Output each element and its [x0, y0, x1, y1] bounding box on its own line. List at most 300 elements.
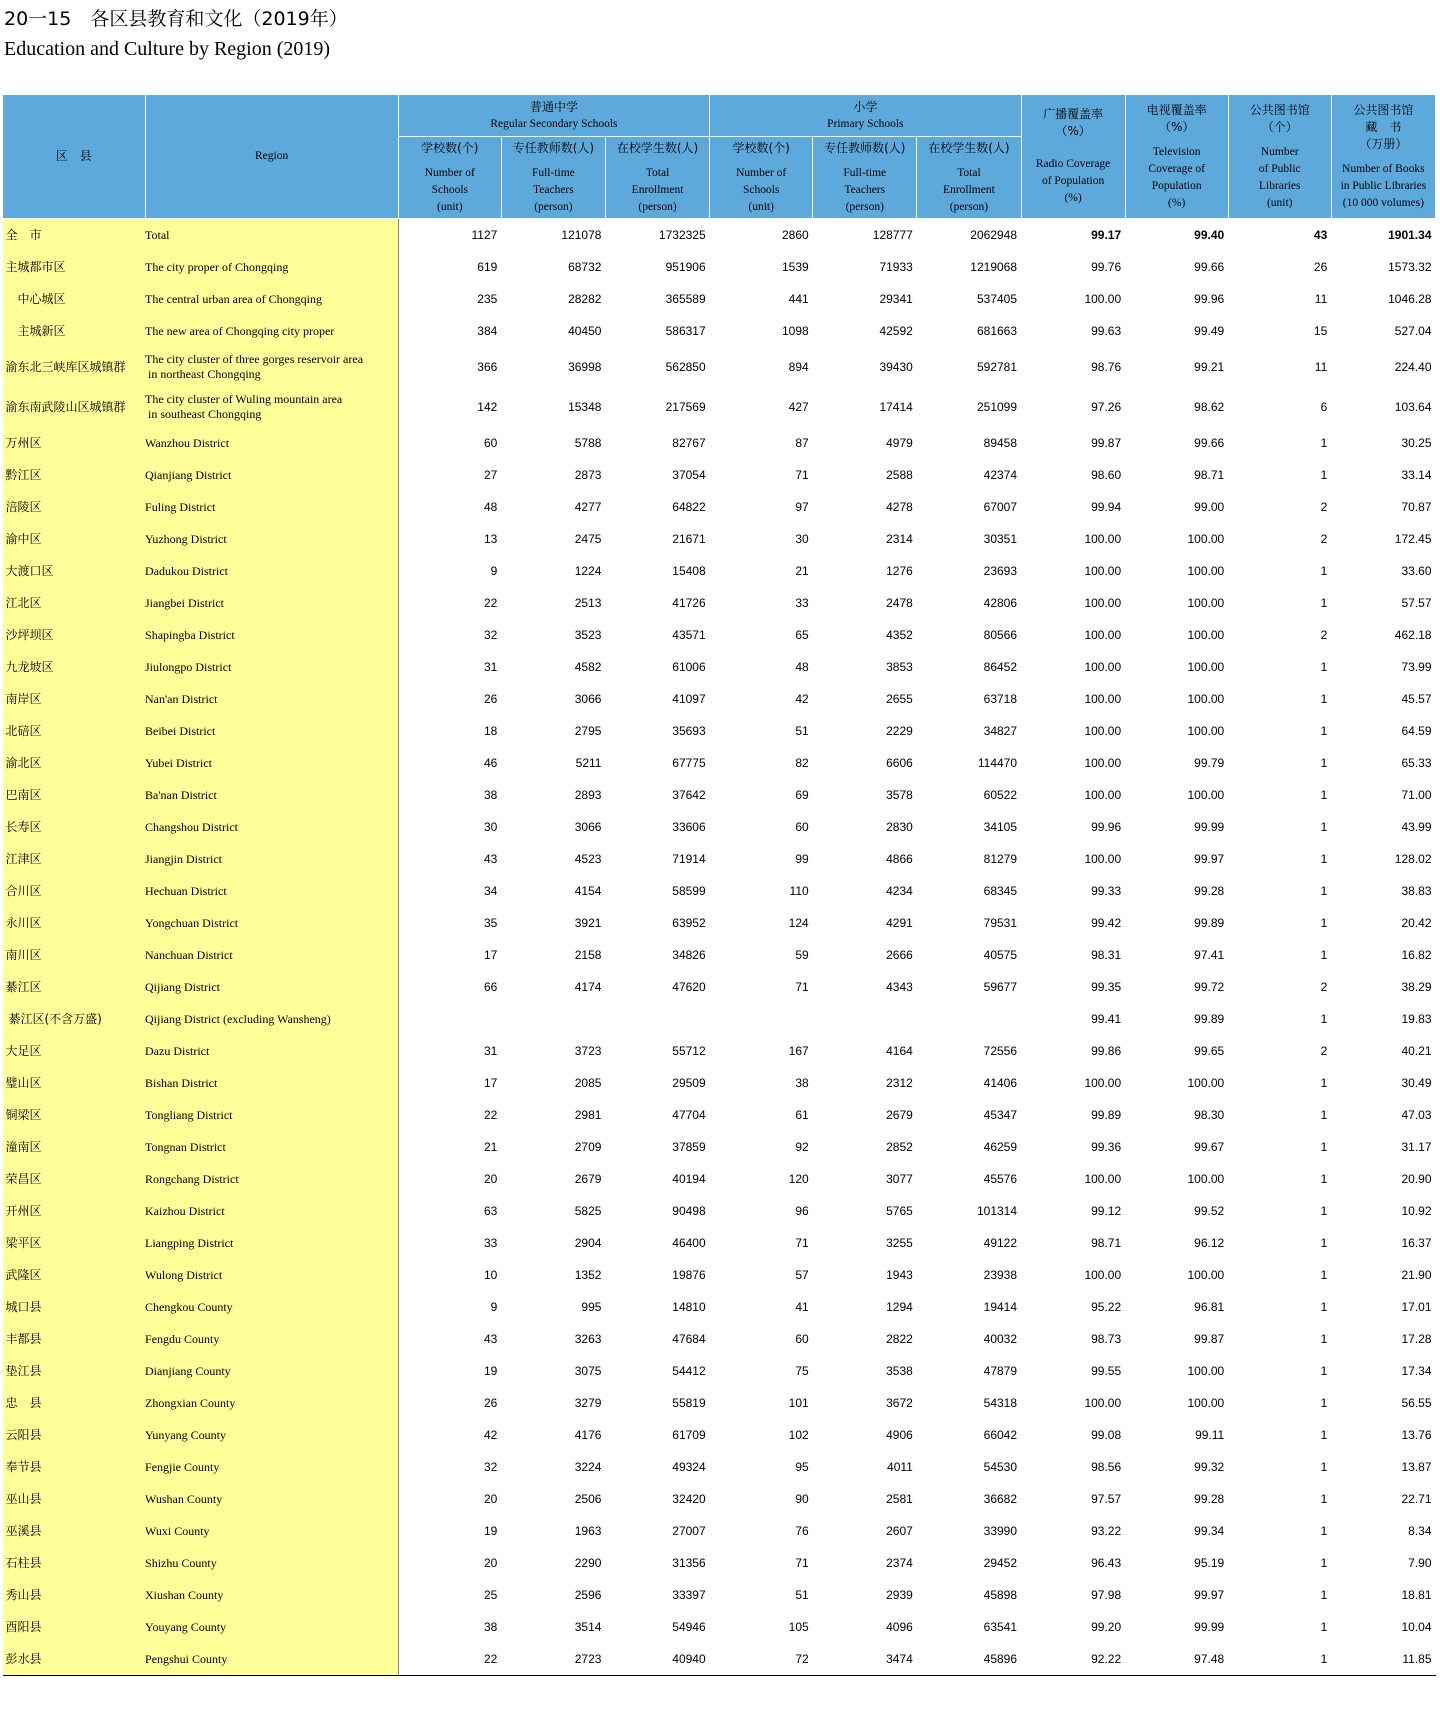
cell-pri-enrollment: 23693	[983, 563, 1018, 578]
region-name-en-line1: Yuzhong District	[145, 531, 227, 546]
table-row	[3, 1579, 1436, 1611]
cell-pri-schools: 33	[795, 595, 809, 610]
cell-pri-teachers: 2314	[886, 531, 913, 546]
cell-radio-coverage: 98.73	[1091, 1331, 1122, 1346]
cell-pri-teachers: 2679	[886, 1107, 913, 1122]
cell-pri-teachers: 4906	[886, 1427, 913, 1442]
cell-public-libraries: 1	[1320, 595, 1328, 610]
region-name-en-line1: The city cluster of Wuling mountain area	[145, 392, 343, 406]
cell-pri-schools: 427	[788, 399, 809, 414]
region-name-zh: 渝北区	[3, 747, 146, 779]
cell-sec-schools: 366	[477, 359, 498, 374]
cell-pri-enrollment: 67007	[983, 499, 1018, 514]
region-name-en	[145, 1579, 398, 1611]
cell-sec-schools: 46	[483, 755, 498, 770]
cell-tv-coverage: 100.00	[1187, 1267, 1225, 1282]
cell-pri-enrollment: 63541	[983, 1619, 1018, 1634]
region-name-en-line2: in southeast Chongqing	[148, 407, 262, 421]
header-secondary-schools: 普通中学 Regular Secondary Schools	[398, 95, 709, 137]
cell-sec-enrollment: 365589	[665, 291, 706, 306]
region-name-en	[145, 1035, 398, 1067]
cell-pri-teachers: 2478	[886, 595, 913, 610]
cell-sec-enrollment: 34826	[672, 947, 706, 962]
cell-radio-coverage: 100.00	[1084, 291, 1122, 306]
cell-library-books: 11.85	[1331, 1643, 1435, 1676]
region-name-en	[145, 619, 398, 651]
cell-pri-schools: 51	[795, 723, 809, 738]
cell-pri-schools: 441	[788, 291, 809, 306]
cell-tv-coverage: 100.00	[1187, 1075, 1225, 1090]
table-row	[3, 459, 1436, 491]
cell-tv-coverage: 100.00	[1187, 627, 1225, 642]
cell-sec-enrollment: 15408	[672, 563, 706, 578]
cell-sec-schools: 26	[483, 1395, 498, 1410]
cell-pri-schools: 41	[795, 1299, 809, 1314]
cell-sec-enrollment	[605, 1003, 709, 1035]
cell-library-books: 38.83	[1401, 883, 1432, 898]
cell-pri-teachers: 3578	[886, 787, 913, 802]
cell-tv-coverage: 99.87	[1194, 1331, 1225, 1346]
cell-pri-schools: 71	[795, 1235, 809, 1250]
region-name-en-line1: Xiushan County	[145, 1587, 224, 1602]
cell-library-books: 70.87	[1401, 499, 1432, 514]
cell-public-libraries: 1	[1320, 1587, 1328, 1602]
cell-sec-enrollment: 41097	[672, 691, 706, 706]
cell-tv-coverage: 99.99	[1194, 819, 1225, 834]
cell-sec-teachers: 4277	[574, 499, 602, 514]
header-sec-teachers: 专任教师数(人) Full-time Teachers (person)	[501, 137, 605, 219]
cell-pri-schools: 57	[795, 1267, 809, 1282]
cell-library-books: 128.02	[1394, 851, 1432, 866]
cell-radio-coverage: 97.98	[1091, 1587, 1122, 1602]
cell-pri-enrollment: 54530	[983, 1459, 1018, 1474]
cell-library-books: 1046.28	[1388, 291, 1432, 306]
cell-sec-schools: 26	[483, 691, 498, 706]
cell-library-books: 103.64	[1394, 399, 1432, 414]
cell-sec-teachers: 3523	[574, 627, 602, 642]
region-name-en-line1: Qianjiang District	[145, 467, 232, 482]
cell-pri-enrollment: 63718	[983, 691, 1018, 706]
cell-pri-teachers: 2655	[886, 691, 913, 706]
cell-tv-coverage: 95.19	[1194, 1555, 1225, 1570]
region-name-en-line1: Wushan County	[145, 1491, 223, 1506]
cell-sec-enrollment: 46400	[672, 1235, 706, 1250]
cell-sec-enrollment: 55712	[672, 1043, 706, 1058]
region-name-zh: 忠 县	[3, 1387, 146, 1419]
table-row	[3, 1451, 1436, 1483]
region-name-en	[145, 427, 398, 459]
cell-public-libraries: 6	[1320, 399, 1328, 414]
cell-sec-schools: 22	[483, 595, 498, 610]
header-sec-enrollment: 在校学生数(人) Total Enrollment (person)	[605, 137, 709, 219]
cell-library-books: 17.28	[1401, 1331, 1432, 1346]
cell-sec-enrollment: 63952	[672, 915, 706, 930]
cell-sec-schools: 32	[483, 1459, 498, 1474]
cell-public-libraries: 2	[1320, 627, 1328, 642]
cell-public-libraries: 1	[1320, 1363, 1328, 1378]
cell-pri-enrollment: 34827	[983, 723, 1018, 738]
cell-public-libraries: 11	[1314, 291, 1328, 306]
cell-public-libraries: 1	[1320, 819, 1328, 834]
cell-pri-enrollment: 45896	[917, 1643, 1021, 1676]
cell-public-libraries: 1	[1320, 1427, 1328, 1442]
region-name-en	[145, 747, 398, 779]
table-row	[3, 1547, 1436, 1579]
cell-radio-coverage: 100.00	[1084, 531, 1122, 546]
region-name-en	[145, 315, 398, 347]
cell-tv-coverage: 98.71	[1194, 467, 1225, 482]
cell-pri-schools: 59	[795, 947, 809, 962]
cell-pri-enrollment: 47879	[983, 1363, 1018, 1378]
region-name-en-line1: Fengjie County	[145, 1459, 220, 1474]
cell-pri-schools: 51	[795, 1587, 809, 1602]
region-name-en-line1: Youyang County	[145, 1619, 227, 1634]
cell-tv-coverage: 99.28	[1194, 1491, 1225, 1506]
cell-pri-teachers: 2581	[886, 1491, 913, 1506]
region-name-en	[145, 491, 398, 523]
cell-pri-schools: 1539	[781, 259, 809, 274]
cell-sec-enrollment: 55819	[672, 1395, 706, 1410]
region-name-zh: 合川区	[3, 875, 146, 907]
table-row	[3, 1163, 1436, 1195]
cell-sec-schools: 32	[483, 627, 498, 642]
cell-radio-coverage: 98.56	[1091, 1459, 1122, 1474]
cell-pri-teachers: 4979	[886, 435, 913, 450]
table-row	[3, 1323, 1436, 1355]
cell-radio-coverage: 99.36	[1091, 1139, 1122, 1154]
cell-pri-schools: 71	[795, 1555, 809, 1570]
cell-library-books: 65.33	[1401, 755, 1432, 770]
table-row	[3, 283, 1436, 315]
cell-pri-enrollment: 34105	[983, 819, 1018, 834]
region-name-zh: 中心城区	[3, 283, 146, 315]
cell-radio-coverage: 99.41	[1091, 1011, 1122, 1026]
cell-pri-teachers: 5765	[886, 1203, 913, 1218]
region-name-en-line1: Shapingba District	[145, 627, 235, 642]
cell-public-libraries: 1	[1320, 1203, 1328, 1218]
cell-radio-coverage: 97.57	[1091, 1491, 1122, 1506]
cell-sec-schools: 31	[483, 1043, 498, 1058]
cell-sec-enrollment: 31356	[672, 1555, 706, 1570]
region-name-en-line1: Rongchang District	[145, 1171, 239, 1186]
cell-pri-schools: 61	[795, 1107, 809, 1122]
table-header	[3, 95, 1436, 219]
cell-sec-teachers: 2513	[574, 595, 602, 610]
cell-pri-teachers: 17414	[879, 399, 913, 414]
header-primary-schools: 小学 Primary Schools	[710, 95, 1021, 137]
cell-sec-schools: 33	[483, 1235, 498, 1250]
region-name-zh: 铜梁区	[3, 1099, 146, 1131]
region-name-zh: 九龙坡区	[3, 651, 146, 683]
region-name-zh: 江津区	[3, 843, 146, 875]
cell-tv-coverage: 99.67	[1194, 1139, 1225, 1154]
cell-library-books: 56.55	[1401, 1395, 1432, 1410]
table-row	[3, 1355, 1436, 1387]
cell-sec-schools: 63	[483, 1203, 498, 1218]
cell-radio-coverage: 99.96	[1091, 819, 1122, 834]
cell-library-books: 18.81	[1401, 1587, 1432, 1602]
cell-library-books: 13.87	[1401, 1459, 1432, 1474]
cell-tv-coverage: 99.52	[1194, 1203, 1225, 1218]
cell-library-books: 31.17	[1401, 1139, 1432, 1154]
cell-sec-schools: 20	[483, 1171, 498, 1186]
cell-tv-coverage: 99.65	[1194, 1043, 1225, 1058]
region-name-zh: 沙坪坝区	[3, 619, 146, 651]
cell-sec-teachers: 2506	[574, 1491, 602, 1506]
cell-sec-teachers: 5788	[574, 435, 602, 450]
cell-tv-coverage: 99.96	[1194, 291, 1225, 306]
table-row	[3, 619, 1436, 651]
cell-library-books: 19.83	[1401, 1011, 1432, 1026]
region-name-en-line1: The city cluster of three gorges reservoir area	[145, 352, 364, 366]
cell-pri-schools: 101	[788, 1395, 809, 1410]
region-name-en	[145, 523, 398, 555]
cell-sec-enrollment: 64822	[672, 499, 706, 514]
cell-pri-schools: 75	[795, 1363, 809, 1378]
region-name-en-line1: Beibei District	[145, 723, 216, 738]
cell-pri-enrollment: 681663	[976, 323, 1018, 338]
cell-tv-coverage: 96.81	[1194, 1299, 1225, 1314]
region-name-en	[145, 1195, 398, 1227]
cell-pri-schools: 60	[795, 1331, 809, 1346]
cell-pri-teachers: 2588	[886, 467, 913, 482]
cell-tv-coverage: 99.66	[1194, 435, 1225, 450]
region-name-zh: 长寿区	[3, 811, 146, 843]
cell-library-books: 10.92	[1401, 1203, 1432, 1218]
cell-pri-enrollment: 66042	[983, 1427, 1018, 1442]
cell-pri-teachers: 3853	[886, 659, 913, 674]
cell-sec-teachers: 4174	[574, 979, 602, 994]
cell-sec-teachers: 2981	[574, 1107, 602, 1122]
cell-sec-teachers: 3723	[574, 1043, 602, 1058]
cell-radio-coverage: 100.00	[1084, 787, 1122, 802]
cell-public-libraries: 1	[1320, 1299, 1328, 1314]
table-row	[3, 907, 1436, 939]
cell-pri-schools: 82	[795, 755, 809, 770]
cell-radio-coverage: 99.35	[1091, 979, 1122, 994]
region-name-en-line1: Qijiang District (excluding Wansheng)	[145, 1011, 331, 1026]
cell-pri-enrollment: 36682	[983, 1491, 1018, 1506]
region-name-zh: 大足区	[3, 1035, 146, 1067]
cell-sec-teachers: 2679	[574, 1171, 602, 1186]
table-row	[3, 1387, 1436, 1419]
cell-pri-schools: 90	[795, 1491, 809, 1506]
cell-library-books: 22.71	[1401, 1491, 1432, 1506]
cell-sec-schools: 21	[483, 1139, 498, 1154]
cell-sec-enrollment: 37859	[672, 1139, 706, 1154]
cell-pri-teachers: 4866	[886, 851, 913, 866]
cell-pri-teachers: 2852	[886, 1139, 913, 1154]
cell-public-libraries: 43	[1313, 227, 1328, 242]
cell-sec-teachers: 1963	[574, 1523, 602, 1538]
cell-pri-schools: 76	[795, 1523, 809, 1538]
table-row	[3, 387, 1436, 427]
region-name-en-line1: Shizhu County	[145, 1555, 217, 1570]
cell-sec-teachers: 15348	[568, 399, 602, 414]
cell-public-libraries: 2	[1320, 979, 1328, 994]
cell-sec-schools: 17	[483, 1075, 498, 1090]
cell-sec-schools: 60	[483, 435, 498, 450]
header-library-books: 公共图书馆 藏 书 （万册） Number of Books in Public Libraries (10 000 volumes)	[1331, 95, 1435, 219]
cell-sec-schools: 384	[477, 323, 498, 338]
cell-tv-coverage: 99.99	[1194, 1619, 1225, 1634]
cell-tv-coverage: 99.21	[1194, 359, 1225, 374]
cell-public-libraries: 1	[1320, 691, 1328, 706]
header-region-en: Region	[145, 95, 398, 219]
header-radio-coverage: 广播覆盖率 （%） Radio Coverage of Population (%)	[1021, 95, 1125, 219]
cell-pri-schools: 38	[795, 1075, 809, 1090]
cell-pri-teachers: 42592	[879, 323, 913, 338]
cell-tv-coverage: 100.00	[1187, 723, 1225, 738]
cell-sec-enrollment: 61006	[672, 659, 706, 674]
cell-library-books: 38.29	[1401, 979, 1432, 994]
cell-public-libraries: 1	[1320, 1523, 1328, 1538]
cell-tv-coverage: 100.00	[1187, 1171, 1225, 1186]
cell-radio-coverage: 98.60	[1091, 467, 1122, 482]
region-name-zh: 江北区	[3, 587, 146, 619]
cell-library-books: 172.45	[1394, 531, 1432, 546]
cell-tv-coverage: 99.11	[1195, 1427, 1225, 1442]
cell-public-libraries: 1	[1320, 1331, 1328, 1346]
table-row	[3, 843, 1436, 875]
cell-tv-coverage: 99.00	[1194, 499, 1225, 514]
cell-pri-teachers: 1943	[886, 1267, 913, 1282]
table-row	[3, 651, 1436, 683]
region-name-zh: 云阳县	[3, 1419, 146, 1451]
cell-pri-enrollment: 537405	[976, 291, 1018, 306]
cell-sec-enrollment: 47684	[672, 1331, 706, 1346]
region-name-zh: 渝东南武陵山区城镇群	[3, 387, 146, 427]
cell-sec-enrollment: 40194	[672, 1171, 706, 1186]
cell-sec-teachers: 2085	[574, 1075, 602, 1090]
table-row	[3, 523, 1436, 555]
region-name-zh: 石柱县	[3, 1547, 146, 1579]
table-body	[3, 219, 1436, 1676]
region-name-en	[145, 843, 398, 875]
cell-tv-coverage: 100.00	[1187, 531, 1225, 546]
cell-pri-enrollment: 54318	[983, 1395, 1018, 1410]
cell-public-libraries: 2	[1320, 531, 1328, 546]
cell-public-libraries: 1	[1320, 851, 1328, 866]
cell-public-libraries: 2	[1320, 499, 1328, 514]
cell-tv-coverage: 97.48	[1125, 1643, 1228, 1676]
region-name-zh: 涪陵区	[3, 491, 146, 523]
cell-pri-enrollment	[917, 1003, 1021, 1035]
cell-pri-teachers: 2830	[886, 819, 913, 834]
region-name-zh: 巴南区	[3, 779, 146, 811]
cell-pri-schools: 65	[795, 627, 809, 642]
cell-tv-coverage: 99.89	[1194, 1011, 1225, 1026]
cell-radio-coverage: 95.22	[1091, 1299, 1122, 1314]
cell-sec-schools: 22	[398, 1643, 501, 1676]
region-name-en-line1: Dianjiang County	[145, 1363, 231, 1378]
cell-sec-teachers: 3279	[574, 1395, 602, 1410]
table-title-english: Education and Culture by Region (2019)	[4, 38, 331, 60]
cell-public-libraries: 1	[1320, 1107, 1328, 1122]
table-row	[3, 1515, 1436, 1547]
region-name-en-line1: Chengkou County	[145, 1299, 233, 1314]
cell-sec-teachers: 40450	[568, 323, 602, 338]
cell-radio-coverage: 99.94	[1091, 499, 1122, 514]
cell-sec-schools: 31	[483, 659, 498, 674]
cell-library-books: 45.57	[1401, 691, 1432, 706]
cell-pri-enrollment: 86452	[983, 659, 1018, 674]
cell-pri-teachers: 4011	[887, 1459, 913, 1474]
cell-pri-schools: 105	[788, 1619, 809, 1634]
cell-radio-coverage: 99.20	[1091, 1619, 1122, 1634]
cell-library-books: 73.99	[1401, 659, 1432, 674]
region-name-zh: 城口县	[3, 1291, 146, 1323]
cell-sec-enrollment: 41726	[672, 595, 706, 610]
cell-sec-enrollment: 14810	[672, 1299, 706, 1314]
cell-sec-enrollment: 562850	[665, 359, 706, 374]
table-row	[3, 347, 1436, 387]
header-region-zh: 区 县	[3, 95, 146, 219]
cell-library-books: 8.34	[1408, 1523, 1432, 1538]
region-name-en	[145, 251, 398, 283]
cell-tv-coverage: 97.41	[1194, 947, 1225, 962]
region-name-zh: 黔江区	[3, 459, 146, 491]
table-row	[3, 251, 1436, 283]
cell-sec-schools: 25	[483, 1587, 498, 1602]
cell-sec-enrollment: 37642	[672, 787, 706, 802]
cell-sec-teachers: 3066	[574, 819, 602, 834]
table-row	[3, 779, 1436, 811]
cell-pri-teachers: 2312	[886, 1075, 913, 1090]
cell-sec-enrollment: 90498	[672, 1203, 706, 1218]
cell-radio-coverage: 100.00	[1084, 723, 1122, 738]
cell-library-books: 1573.32	[1388, 259, 1432, 274]
cell-radio-coverage: 100.00	[1084, 659, 1122, 674]
cell-public-libraries: 26	[1313, 259, 1328, 274]
cell-sec-schools: 48	[483, 499, 498, 514]
region-name-en	[145, 1163, 398, 1195]
table-row	[3, 427, 1436, 459]
cell-library-books: 527.04	[1394, 323, 1432, 338]
cell-radio-coverage: 98.71	[1091, 1235, 1122, 1250]
education-culture-table	[2, 94, 1436, 1676]
cell-pri-teachers: 4291	[886, 915, 913, 930]
cell-sec-teachers: 2158	[574, 947, 602, 962]
region-name-en	[145, 459, 398, 491]
cell-sec-schools: 38	[483, 787, 498, 802]
cell-pri-enrollment: 592781	[976, 359, 1018, 374]
cell-library-books: 20.42	[1401, 915, 1432, 930]
region-name-zh: 主城都市区	[3, 251, 146, 283]
header-pri-teachers: 专任教师数(人) Full-time Teachers (person)	[813, 137, 917, 219]
region-name-en	[145, 779, 398, 811]
cell-sec-enrollment: 21671	[672, 531, 706, 546]
cell-sec-schools: 235	[477, 291, 498, 306]
cell-public-libraries: 1	[1320, 1075, 1328, 1090]
cell-sec-teachers: 2290	[574, 1555, 602, 1570]
cell-radio-coverage: 100.00	[1084, 691, 1122, 706]
cell-sec-teachers: 4176	[574, 1427, 602, 1442]
table-row	[3, 747, 1436, 779]
cell-sec-teachers: 5825	[574, 1203, 602, 1218]
region-name-en	[145, 1355, 398, 1387]
cell-radio-coverage: 100.00	[1084, 1075, 1122, 1090]
cell-pri-schools: 894	[788, 359, 809, 374]
region-name-en	[145, 811, 398, 843]
cell-tv-coverage: 99.32	[1194, 1459, 1225, 1474]
cell-sec-schools: 19	[483, 1363, 498, 1378]
cell-sec-enrollment: 33397	[672, 1587, 706, 1602]
header-pri-enrollment: 在校学生数(人) Total Enrollment (person)	[917, 137, 1021, 219]
cell-pri-enrollment: 81279	[983, 851, 1018, 866]
cell-sec-teachers	[501, 1003, 605, 1035]
table-row	[3, 1067, 1436, 1099]
